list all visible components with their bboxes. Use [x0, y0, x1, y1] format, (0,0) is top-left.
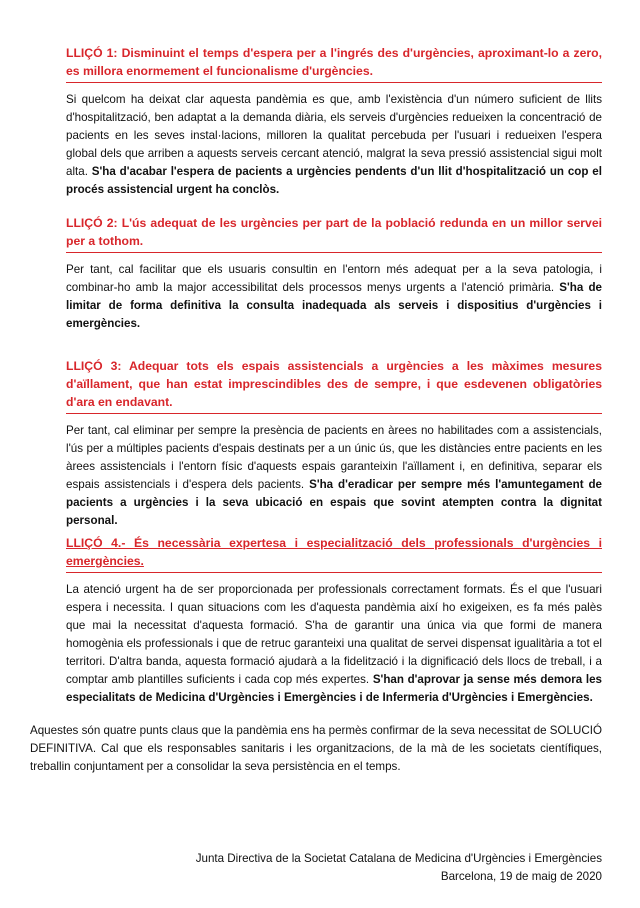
lesson-3-bold-text: S'ha d'eradicar per sempre més l'amuntegament de pacients a urgències i la seva ubicació en espais que sovint atempten contra la dignitat personal.	[66, 478, 603, 527]
signature-organization: Junta Directiva de la Societat Catalana de Medicina d'Urgències i Emergències	[195, 852, 602, 865]
lesson-2	[66, 214, 602, 333]
lesson-1-body	[66, 91, 602, 199]
lesson-2-body	[66, 261, 602, 333]
lesson-1-title: LLIÇÓ 1: Disminuint el temps d'espera per a l'ingrés des d'urgències, aproximant-lo a zero, es millora enormement el funcionalisme d'urgències.	[66, 44, 602, 83]
lesson-4-title	[66, 534, 602, 573]
lesson-3-text: Per tant, cal eliminar per sempre la presència de pacients en àrees no habilitades com a assistencials, l'ús per a múltiples pacients d'espais destinats per a un únic ús, que les distàncies entre pacients en les àrees assistencials i l'entorn físic d'aquests espais garanteixin l'aïllament i, en definitiva, separar els espais assistencials i d'espera dels pacients.	[66, 424, 602, 491]
lesson-2-bold-text: S'ha de limitar de forma definitiva la consulta inadequada als serveis i dispositius d'urgències i emergències.	[66, 281, 602, 330]
lesson-4	[66, 534, 602, 707]
conclusion-paragraph: Aquestes són quatre punts claus que la pandèmia ens ha permès confirmar de la seva necessitat de SOLUCIÓ DEFINITIVA. Cal que els responsables sanitaris i les organitzacions, de la mà de les societats científiques, treballin conjuntament per a consolidar la seva persistència en el temps.	[30, 724, 602, 773]
lesson-3	[66, 357, 602, 530]
lesson-3-body	[66, 422, 602, 530]
lesson-4-text: La atenció urgent ha de ser proporcionada per professionals correctament formats. És el que l'usuari espera i necessita. I quan situacions com les d'aquesta pandèmia així ho exigeixen, es fa més palès que mai la necessitat d'aquesta formació. S'ha de garantir una única via que formi de manera homogènia els professionals i que de retruc garanteixi una qualitat de servei dispensat igualitària a tot el territori. D'altra banda, aquesta formació ajudarà a la fidelització i la dignificació dels llocs de treball, i a comptar amb plantilles suficients i cada cop més expertes.	[66, 583, 602, 686]
lesson-2-title: LLIÇÓ 2: L'ús adequat de les urgències per part de la població redunda en un millor servei per a tothom.	[66, 214, 602, 253]
lesson-4-body	[66, 581, 602, 707]
lesson-4-bold-text: S'han d'aprovar ja sense més demora les especialitats de Medicina d'Urgències i Emergències i de Infermeria d'Urgències i Emergències.	[66, 673, 602, 704]
lesson-2-text: Per tant, cal facilitar que els usuaris consultin en l'entorn més adequat per a la seva patologia, i combinar-ho amb la major accessibilitat dels processos menys urgents a l'atenció primària.	[66, 263, 602, 294]
lesson-3-title: LLIÇÓ 3: Adequar tots els espais assistencials a urgències a les màximes mesures d'aïllament, que han estat imprescindibles des de sempre, i que esdevenen obligatòries d'ara en endavant.	[66, 357, 602, 414]
lesson-1	[66, 44, 602, 199]
lesson-4-title-text: LLIÇÓ 4.- És necessària expertesa i especialització dels professionals d'urgències i emergències.	[66, 536, 602, 568]
signature-date: Barcelona, 19 de maig de 2020	[440, 870, 602, 883]
lesson-1-bold-text: S'ha d'acabar l'espera de pacients a urgències pendents d'un llit d'hospitalització un cop el procés assistencial urgent ha conclòs.	[66, 165, 602, 196]
signature	[196, 850, 602, 886]
lesson-1-text: Si quelcom ha deixat clar aquesta pandèmia es que, amb l'existència d'un número suficient de llits d'hospitalització, ben adaptat a la demanda diària, els serveis d'urgències redueixen la concentració de pacients en les seves instal·lacions, milloren la qualitat percebuda per l'usuari i redueixen l'espera global dels que arriben a aquests serveis cercant atenció, malgrat la seva pressió assistencial sigui molt alta.	[66, 93, 602, 178]
